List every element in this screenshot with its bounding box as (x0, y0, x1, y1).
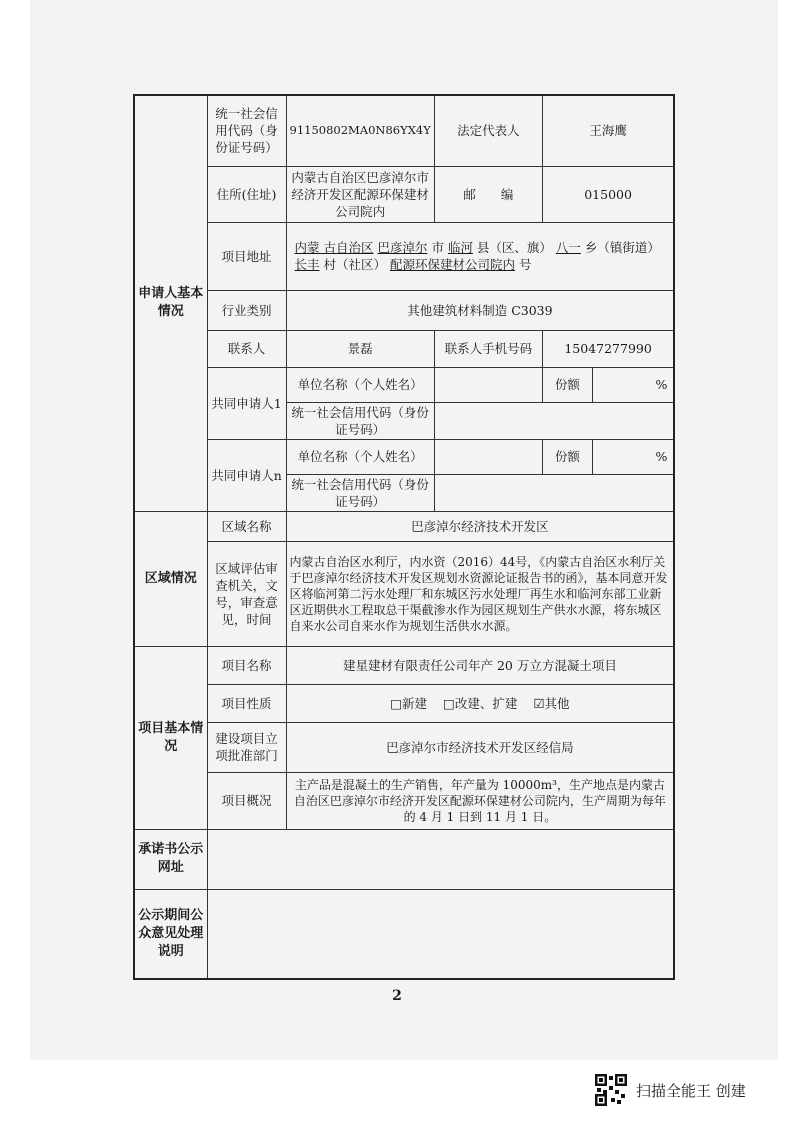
approval-dept-label: 建设项目立项批准部门 (207, 722, 286, 772)
addr-village-tag: 村（社区） (319, 257, 386, 272)
co1-credit-code-label: 统一社会信用代码（身份证号码） (286, 402, 434, 439)
region-name-value: 巴彦淖尔经济技术开发区 (286, 511, 674, 541)
project-name-label: 项目名称 (207, 646, 286, 684)
region-review-value: 内蒙古自治区水利厅，内水资（2016）44号，《内蒙古自治区水利厅关于巴彦淖尔经济技术开发区规划水资源论证报告书的函》，基本同意开发区将临河第二污水处理厂和东城区污水处理厂再生水和临河东部工业新区近期供水工程取总干渠截渗水作为园区规划生产供水水源，将东城区自来水公司自来水作为规划生活供水水源。 (286, 541, 674, 646)
address-label: 住所(住址) (207, 166, 286, 222)
region-review-label: 区域评估审查机关，文号，审查意见，时间 (207, 541, 286, 646)
addr-county-tag: 县（区、旗） (472, 240, 552, 255)
con-unit-name-label: 单位名称（个人姓名） (286, 439, 434, 474)
contact-label: 联系人 (207, 330, 286, 367)
industry-label: 行业类别 (207, 290, 286, 330)
commitment-url-label: 承诺书公示网址 (134, 829, 207, 889)
postcode-value: 015000 (542, 166, 674, 222)
co1-share-value: % (592, 367, 674, 402)
qr-code-icon (595, 1074, 627, 1106)
addr-town-tag: 乡（镇街道） (580, 240, 660, 255)
project-overview-label: 项目概况 (207, 772, 286, 829)
addr-village: 长丰 (294, 257, 320, 272)
address-value: 内蒙古自治区巴彦淖尔市经济开发区配源环保建材公司院内 (286, 166, 434, 222)
con-unit-name-value (434, 439, 542, 474)
section-region: 区域情况 (134, 511, 207, 646)
co-applicant-1-label: 共同申请人1 (207, 367, 286, 439)
con-credit-code-label: 统一社会信用代码（身份证号码） (286, 474, 434, 511)
postcode-label: 邮 编 (434, 166, 542, 222)
approval-dept-value: 巴彦淖尔市经济技术开发区经信局 (286, 722, 674, 772)
application-form-table (133, 94, 675, 980)
project-nature-label: 项目性质 (207, 684, 286, 722)
addr-city-tag: 市 (427, 240, 448, 255)
co1-unit-name-value (434, 367, 542, 402)
region-name-label: 区域名称 (207, 511, 286, 541)
addr-detail-tag: 号 (515, 257, 532, 272)
co-applicant-n-label: 共同申请人n (207, 439, 286, 511)
nature-option-other: ☑其他 (533, 695, 570, 711)
credit-code-value: 91150802MA0N86YX4Y (286, 95, 434, 166)
section-project: 项目基本情况 (134, 646, 207, 829)
nature-option-rebuild: □改建、扩建 (443, 695, 518, 711)
contact-phone-label: 联系人手机号码 (434, 330, 542, 367)
legal-rep-label: 法定代表人 (434, 95, 542, 166)
project-name-value: 建星建材有限责任公司年产 20 万立方混凝土项目 (286, 646, 674, 684)
project-overview-value: 主产品是混凝土的生产销售，年产量为 10000m³，生产地点是内蒙古自治区巴彦淖尔市经济开发区配源环保建材公司院内，生产周期为每年的 4 月 1 日到 11 月 1 日。 (286, 772, 674, 829)
con-credit-code-value (434, 474, 674, 511)
legal-rep-value: 王海鹰 (542, 95, 674, 166)
project-nature-options (286, 684, 674, 722)
co1-credit-code-value (434, 402, 674, 439)
co1-share-label: 份额 (542, 367, 592, 402)
scanner-watermark: 扫描全能王 创建 (636, 1082, 746, 1100)
con-share-value: % (592, 439, 674, 474)
project-address-value (286, 222, 674, 290)
con-share-label: 份额 (542, 439, 592, 474)
co1-unit-name-label: 单位名称（个人姓名） (286, 367, 434, 402)
addr-city: 巴彦淖尔 (377, 240, 428, 255)
nature-option-new: □新建 (390, 695, 428, 711)
addr-detail: 配源环保建材公司院内 (389, 257, 515, 272)
page-number: 2 (392, 988, 402, 1004)
public-opinion-value (207, 889, 674, 979)
project-address-label: 项目地址 (207, 222, 286, 290)
commitment-url-value (207, 829, 674, 889)
contact-phone-value: 15047277990 (542, 330, 674, 367)
industry-value: 其他建筑材料制造 C3039 (286, 290, 674, 330)
addr-province: 内蒙 古自治区 (294, 240, 374, 255)
addr-town: 八一 (555, 240, 581, 255)
contact-value: 景磊 (286, 330, 434, 367)
credit-code-label: 统一社会信用代码（身份证号码） (207, 95, 286, 166)
section-applicant: 申请人基本情况 (134, 95, 207, 511)
addr-county: 临河 (447, 240, 473, 255)
public-opinion-label: 公示期间公众意见处理说明 (134, 889, 207, 979)
